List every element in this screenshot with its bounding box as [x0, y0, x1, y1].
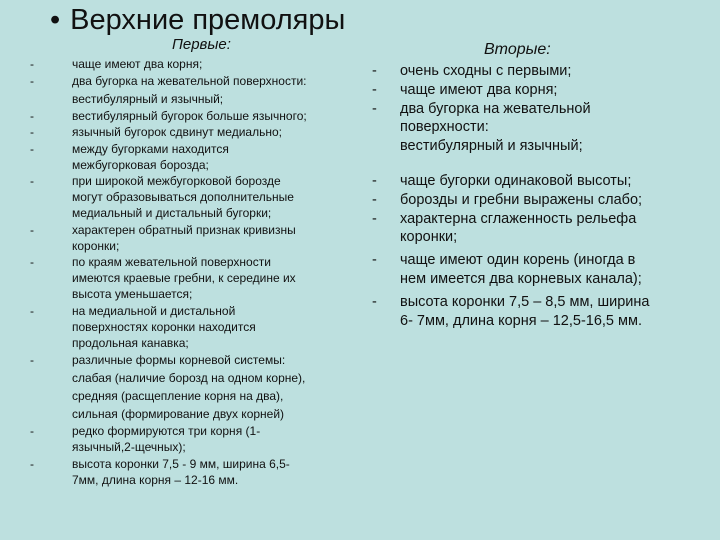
list-dash: -: [30, 255, 34, 270]
title-bullet: •: [50, 4, 61, 36]
list-dash: -: [372, 63, 377, 79]
list-item-line: вестибулярный и язычный;: [72, 92, 224, 107]
list-dash: -: [30, 57, 34, 71]
list-item-line: очень сходны с первыми;: [400, 63, 572, 79]
list-item-line: чаще имеют два корня;: [400, 81, 558, 98]
list-item-line: борозды и гребни выражены слабо;: [400, 191, 643, 208]
first-list-item: [30, 56, 307, 72]
first-list-item: [30, 173, 307, 222]
list-dash: -: [372, 293, 377, 310]
list-item-line: продольная канавка;: [72, 336, 189, 351]
list-dash: -: [30, 141, 34, 156]
list-item-line: вестибулярный и язычный;: [400, 138, 583, 155]
list-item-line: медиальный и дистальный бугорки;: [72, 206, 272, 221]
list-dash: -: [30, 174, 34, 189]
list-item-line: 7мм, длина корня – 12-16 мм.: [72, 472, 239, 487]
first-list-item: [30, 124, 307, 140]
list-dash: -: [30, 222, 34, 237]
list-item-line: поверхности:: [400, 119, 489, 136]
list-item-line: чаще бугорки одинаковой высоты;: [400, 172, 632, 189]
second-premolars-list: [372, 62, 649, 330]
first-list-item: [30, 108, 307, 124]
page-title: [50, 2, 345, 38]
first-list-item: [30, 423, 307, 455]
title-text: Верхние премоляры: [70, 4, 346, 36]
list-item-line: высота коронки 7,5 – 8,5 мм, ширина: [400, 293, 650, 310]
list-item-line: высота уменьшается;: [72, 287, 193, 302]
list-item-line: различные формы корневой системы:: [72, 353, 286, 368]
second-list-item: [372, 100, 649, 156]
second-list-item: [372, 293, 649, 331]
list-item-line: редко формируются три корня (1-: [72, 424, 261, 439]
list-item-line: между бугорками находится: [72, 141, 229, 156]
list-item-line: сильная (формирование двух корней): [72, 407, 285, 422]
list-item-line: имеются краевые гребни, к середине их: [72, 271, 296, 286]
list-item-line: вестибулярный бугорок больше язычного;: [72, 109, 307, 124]
list-item-line: межбугорковая борозда;: [72, 157, 209, 172]
list-item-line: коронки;: [72, 238, 120, 253]
list-item-line: язычный бугорок сдвинут медиально;: [72, 125, 282, 140]
first-list-item: [30, 222, 307, 254]
second-list-item: [372, 172, 649, 191]
list-item-line: характерна сглаженность рельефа: [400, 210, 637, 227]
list-dash: -: [372, 210, 377, 227]
list-dash: -: [372, 252, 377, 269]
list-dash: -: [372, 81, 377, 98]
list-item-line: язычный,2-щечных);: [72, 440, 186, 455]
list-dash: -: [30, 456, 34, 471]
list-dash: -: [30, 353, 34, 368]
list-dash: -: [372, 172, 377, 189]
list-item-line: два бугорка на жевательной: [400, 100, 591, 117]
list-dash: -: [30, 74, 34, 89]
list-item-line: характерен обратный признак кривизны: [72, 222, 296, 237]
list-item-line: при широкой межбугорковой борозде: [72, 174, 281, 189]
first-premolars-heading: Первые:: [172, 36, 231, 53]
first-list-item: [30, 303, 307, 352]
list-item-line: чаще имеют один корень (иногда в: [400, 252, 636, 269]
list-dash: -: [372, 191, 377, 208]
list-item-line: средняя (расщепление корня на два),: [72, 389, 284, 404]
list-item-line: по краям жевательной поверхности: [72, 255, 271, 270]
second-list-item: [372, 191, 649, 210]
second-premolars-heading: Вторые:: [484, 41, 551, 58]
list-dash: -: [30, 109, 34, 124]
second-list-item: [372, 62, 649, 81]
list-item-line: поверхностях коронки находится: [72, 319, 256, 334]
list-dash: -: [30, 125, 34, 140]
list-item-line: два бугорка на жевательной поверхности:: [72, 74, 307, 89]
first-list-item: [30, 351, 307, 423]
list-dash: -: [30, 424, 34, 439]
list-dash: -: [372, 100, 377, 117]
list-item-line: нем имеется два корневых канала);: [400, 270, 642, 287]
list-dash: -: [30, 303, 34, 318]
second-list-item: [372, 210, 649, 248]
first-list-item: [30, 72, 307, 108]
list-item-line: коронки;: [400, 229, 458, 246]
first-list-item: [30, 254, 307, 303]
list-item-line: 6- 7мм, длина корня – 12,5-16,5 мм.: [400, 312, 642, 329]
list-item-line: могут образовываться дополнительные: [72, 190, 294, 205]
list-item-line: чаще имеют два корня;: [72, 57, 203, 71]
list-item-line: слабая (наличие борозд на одном корне),: [72, 371, 306, 386]
second-list-item: [372, 81, 649, 100]
first-premolars-list: [30, 56, 307, 488]
first-list-item: [30, 456, 307, 488]
list-item-line: высота коронки 7,5 - 9 мм, ширина 6,5-: [72, 456, 290, 471]
first-list-item: [30, 141, 307, 173]
list-item-line: на медиальной и дистальной: [72, 303, 236, 318]
second-list-item: [372, 251, 649, 289]
